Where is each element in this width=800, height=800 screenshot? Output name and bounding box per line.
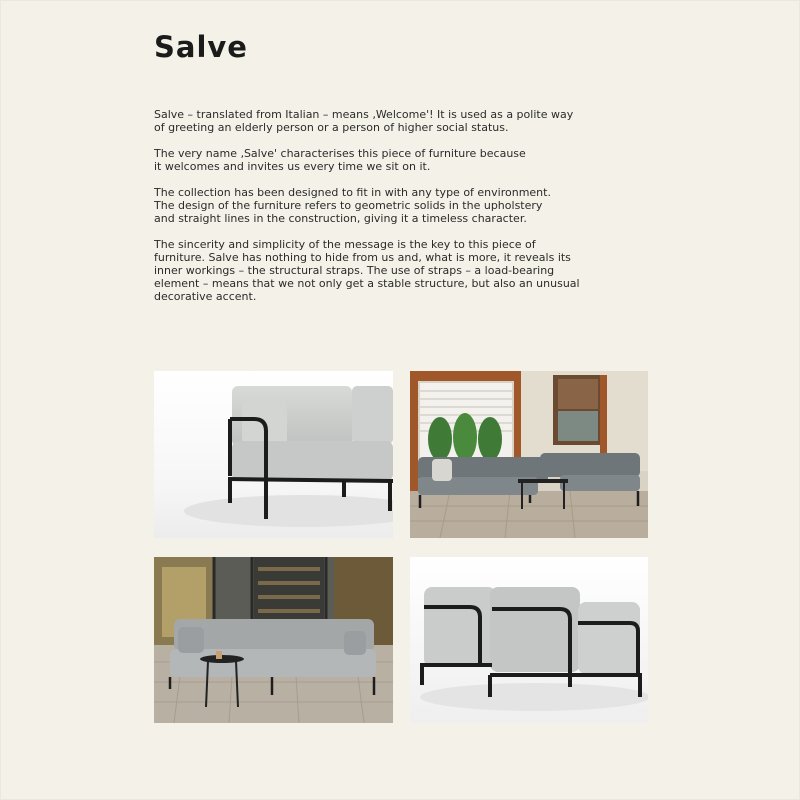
corner-sofa-terrace-photo [410,371,648,538]
sofa-patio-photo [154,557,393,723]
paragraph-collection: The collection has been designed to fit in with any type of environment. The design of the furniture refers to geometric solids in the upholstery and straight lines in the construction, giving it a timeless character. [154,186,551,225]
paragraph-straps: The sincerity and simplicity of the message is the key to this piece of furniture. Salve has nothing to hide from us and, what is more, it reveals its inner workings – the structural straps. The use of straps – a load-bearing element – means that we not only get a stable structure, but also an unusual decorative accent. [154,238,580,303]
sofa-modules-rear-view-photo [410,557,648,723]
page-title: Salve [154,30,248,64]
sofa-module-studio-photo [154,371,393,538]
description [154,108,654,316]
paragraph-name: The very name ‚Salve' characterises this piece of furniture because it welcomes and invites us every time we sit on it. [154,147,526,173]
paragraph-intro: Salve – translated from Italian – means ‚Welcome'! It is used as a polite way of greeting an elderly person or a person of higher social status. [154,108,574,134]
